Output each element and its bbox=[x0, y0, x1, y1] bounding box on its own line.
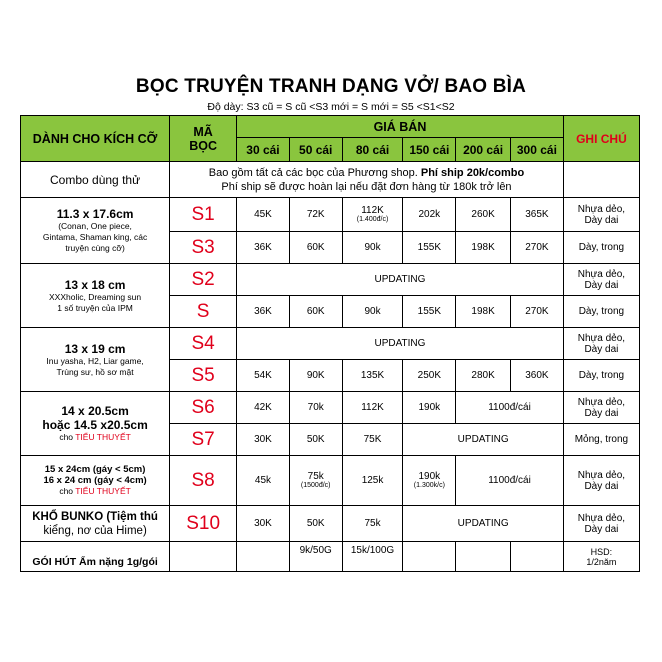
price-cell: 365K bbox=[511, 198, 564, 232]
qty-200: 200 cái bbox=[456, 138, 511, 162]
bunko-label bbox=[21, 510, 169, 524]
price-cell: 60K bbox=[289, 232, 342, 264]
price-cell: 90k bbox=[342, 232, 403, 264]
size-title: 13 x 19 cm bbox=[64, 341, 126, 356]
table-row bbox=[21, 328, 640, 360]
table-row bbox=[21, 392, 640, 424]
thickness-note: Độ dày: S3 cũ = S cũ <S3 mới = S mới = S5 <S1<S2 bbox=[207, 101, 455, 113]
size-desc: 1 số truyện của IPM bbox=[57, 302, 133, 313]
combo-line1: Bao gồm tất cả các bọc của Phương shop. bbox=[208, 166, 421, 179]
size-desc: Gintama, Shaman king, các bbox=[42, 232, 148, 242]
price-table bbox=[20, 115, 640, 572]
size-title: 16 x 24 cm (gáy < 4cm) bbox=[43, 475, 147, 486]
price-cell bbox=[511, 542, 564, 572]
size-desc-prefix: cho bbox=[59, 486, 76, 496]
note-line: Dày dai bbox=[584, 343, 619, 355]
price-cell: 198K bbox=[456, 296, 511, 328]
price-cell bbox=[289, 456, 342, 506]
combo-label: Combo dùng thử bbox=[21, 162, 170, 198]
combo-ship-fee: Phí ship 20k/combo bbox=[420, 166, 525, 179]
size-desc bbox=[21, 486, 169, 497]
note-line: Nhựa dẻo, bbox=[577, 268, 626, 280]
table-row bbox=[21, 198, 640, 232]
price-cell: 250K bbox=[403, 360, 456, 392]
code-cell: S1 bbox=[170, 198, 237, 232]
note-line: Dày dai bbox=[584, 480, 619, 492]
size-desc bbox=[21, 432, 169, 443]
qty-80: 80 cái bbox=[342, 138, 403, 162]
price-cell: 9k/50G bbox=[289, 542, 342, 572]
code-cell: S7 bbox=[170, 424, 237, 456]
note-line: Nhựa dẻo, bbox=[577, 332, 626, 344]
price-cell: 36K bbox=[237, 232, 290, 264]
size-cell: GÓI HÚT Ẩm nặng 1g/gói bbox=[21, 542, 170, 572]
price-cell: 70k bbox=[289, 392, 342, 424]
table-row bbox=[21, 506, 640, 542]
size-cell bbox=[21, 456, 170, 506]
code-cell: S5 bbox=[170, 360, 237, 392]
price-cell: 30K bbox=[237, 424, 290, 456]
price-cell: 270K bbox=[511, 232, 564, 264]
price-cell: 202k bbox=[403, 198, 456, 232]
note-line: Nhựa dẻo, bbox=[577, 469, 626, 481]
code-cell: S bbox=[170, 296, 237, 328]
combo-note bbox=[563, 162, 639, 198]
updating-cell: UPDATING bbox=[237, 264, 564, 296]
code-cell: S3 bbox=[170, 232, 237, 264]
size-cell bbox=[21, 506, 170, 542]
price-cell: 42K bbox=[237, 392, 290, 424]
size-desc-highlight: TIỂU THUYẾT bbox=[75, 432, 131, 442]
note-column-header: GHI CHÚ bbox=[563, 116, 639, 162]
size-cell bbox=[21, 198, 170, 264]
combo-line2: Phí ship sẽ được hoàn lại nếu đặt đơn hàng từ 180k trở lên bbox=[221, 180, 512, 193]
price-cell: 50K bbox=[289, 506, 342, 542]
unit-price: (1500đ/c) bbox=[300, 482, 331, 489]
code-header-line2: BỌC bbox=[189, 138, 217, 153]
code-cell: S10 bbox=[170, 506, 237, 542]
size-desc: Inu yasha, H2, Liar game, bbox=[46, 355, 144, 366]
updating-cell: UPDATING bbox=[237, 328, 564, 360]
qty-150: 150 cái bbox=[403, 138, 456, 162]
size-cell bbox=[21, 392, 170, 456]
price-cell bbox=[456, 542, 511, 572]
price-cell: 45k bbox=[237, 456, 290, 506]
note-line: Nhựa dẻo, bbox=[577, 203, 626, 215]
bunko-label-line1: KHỔ BUNKO (Tiệm thú bbox=[32, 510, 158, 523]
code-cell: S2 bbox=[170, 264, 237, 296]
note-line: Dày dai bbox=[584, 279, 619, 291]
size-desc-prefix: cho bbox=[59, 432, 76, 442]
table-row bbox=[21, 456, 640, 506]
price-cell bbox=[342, 198, 403, 232]
code-cell: S6 bbox=[170, 392, 237, 424]
updating-cell: UPDATING bbox=[403, 506, 563, 542]
price-cell: 45K bbox=[237, 198, 290, 232]
price-cell: 75k bbox=[342, 506, 403, 542]
price-cell: 90K bbox=[289, 360, 342, 392]
note-cell bbox=[563, 542, 639, 572]
price-cell bbox=[403, 456, 456, 506]
unit-price: (1.400đ/c) bbox=[356, 216, 389, 223]
code-cell: S4 bbox=[170, 328, 237, 360]
qty-30: 30 cái bbox=[237, 138, 290, 162]
code-column-header bbox=[170, 116, 237, 162]
price-cell: 36K bbox=[237, 296, 290, 328]
price-cell: 75K bbox=[342, 424, 403, 456]
combo-row bbox=[21, 162, 640, 198]
note-cell: Mỏng, trong bbox=[563, 424, 639, 456]
price-cell: 54K bbox=[237, 360, 290, 392]
table-row bbox=[21, 264, 640, 296]
price-value: 75k bbox=[307, 471, 324, 482]
price-group-header: GIÁ BÁN bbox=[237, 116, 564, 138]
note-cell: Dày, trong bbox=[563, 232, 639, 264]
note-line: 1/2năm bbox=[586, 556, 617, 567]
note-cell bbox=[563, 328, 639, 360]
price-cell: 198K bbox=[456, 232, 511, 264]
price-cell: 60K bbox=[289, 296, 342, 328]
size-cell bbox=[21, 264, 170, 328]
price-cell: 360K bbox=[511, 360, 564, 392]
price-cell: 90k bbox=[342, 296, 403, 328]
price-cell: 50K bbox=[289, 424, 342, 456]
note-cell bbox=[563, 264, 639, 296]
size-title: 15 x 24cm (gáy < 5cm) bbox=[44, 464, 146, 475]
note-line: Nhựa dẻo, bbox=[577, 512, 626, 524]
size-title: 14 x 20.5cm bbox=[61, 404, 129, 418]
size-title: hoặc 14.5 x20.5cm bbox=[42, 418, 148, 432]
updating-cell: UPDATING bbox=[403, 424, 563, 456]
price-cell: 1100đ/cái bbox=[456, 392, 564, 424]
qty-300: 300 cái bbox=[511, 138, 564, 162]
price-cell bbox=[237, 542, 290, 572]
size-desc: Trùng sư, hồ sơ mật bbox=[56, 366, 134, 377]
qty-50: 50 cái bbox=[289, 138, 342, 162]
size-column-header: DÀNH CHO KÍCH CỠ bbox=[21, 116, 170, 162]
note-cell bbox=[563, 456, 639, 506]
size-cell bbox=[21, 328, 170, 392]
price-cell: 1100đ/cái bbox=[456, 456, 564, 506]
note-line: Dày dai bbox=[584, 214, 619, 226]
size-desc: truyện cùng cỡ) bbox=[65, 243, 125, 253]
price-cell bbox=[403, 542, 456, 572]
price-cell: 280K bbox=[456, 360, 511, 392]
code-cell: S8 bbox=[170, 456, 237, 506]
size-desc: (Conan, One piece, bbox=[58, 221, 132, 231]
note-line: Dày dai bbox=[584, 523, 619, 535]
price-cell: 155K bbox=[403, 232, 456, 264]
price-cell: 15k/100G bbox=[342, 542, 403, 572]
size-title: 13 x 18 cm bbox=[64, 277, 126, 292]
code-cell bbox=[170, 542, 237, 572]
note-cell bbox=[563, 198, 639, 232]
price-cell: 72K bbox=[289, 198, 342, 232]
note-cell bbox=[563, 392, 639, 424]
price-value: 112K bbox=[361, 205, 384, 216]
price-cell: 30K bbox=[237, 506, 290, 542]
note-cell: Dày, trong bbox=[563, 360, 639, 392]
price-cell: 190k bbox=[403, 392, 456, 424]
note-line: Dày dai bbox=[584, 407, 619, 419]
note-cell bbox=[563, 506, 639, 542]
header-row bbox=[21, 116, 640, 138]
code-header-line1: MÃ bbox=[193, 124, 213, 139]
table-row bbox=[21, 542, 640, 572]
note-cell: Dày, trong bbox=[563, 296, 639, 328]
combo-description bbox=[170, 162, 564, 198]
size-desc: XXXholic, Dreaming sun bbox=[49, 291, 142, 302]
price-cell: 155K bbox=[403, 296, 456, 328]
bunko-label-line2: kiểng, nơ của Hime) bbox=[43, 524, 147, 537]
note-line: HSD: bbox=[590, 546, 613, 557]
page-title: BỌC TRUYỆN TRANH DẠNG VỞ/ BAO BÌA bbox=[135, 76, 527, 97]
price-cell: 270K bbox=[511, 296, 564, 328]
size-desc-highlight: TIỂU THUYẾT bbox=[75, 486, 131, 496]
price-cell: 112K bbox=[342, 392, 403, 424]
price-cell: 135K bbox=[342, 360, 403, 392]
price-cell: 260K bbox=[456, 198, 511, 232]
price-value: 190k bbox=[418, 471, 441, 482]
size-title: 11.3 x 17.6cm bbox=[56, 207, 134, 221]
price-cell: 125k bbox=[342, 456, 403, 506]
note-line: Nhựa dẻo, bbox=[577, 396, 626, 408]
unit-price: (1.300k/c) bbox=[413, 482, 445, 489]
